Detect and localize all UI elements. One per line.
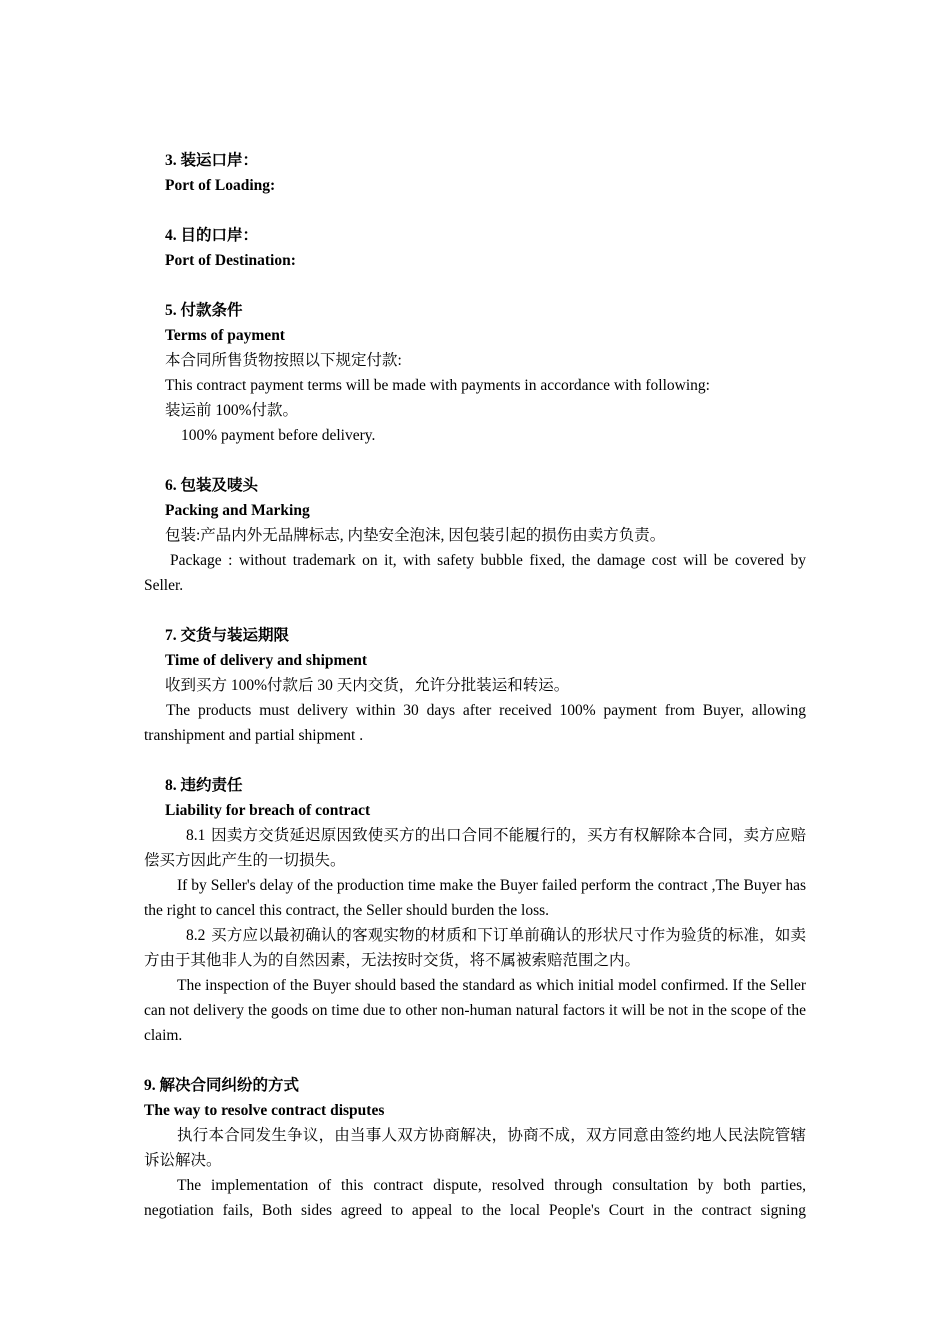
contract-page [144,148,806,1223]
clause-8-2-text-cn: 买方应以最初确认的客观实物的材质和下订单前确认的形状尺寸作为验货的标准，如卖方由于其他非人为的自然因素，无法按时交货，将不属被索赔范围之内。 [144,927,806,969]
section-4-title-en: Port of Destination: [165,252,296,269]
section-7-text-en: The products must delivery within 30 days after received 100% payment from Buyer, allowing transhipment and partial shipment . [144,702,806,744]
section-5-text-en: This contract payment terms will be made with payments in accordance with following: [165,377,710,394]
section-9-title-en: The way to resolve contract disputes [144,1102,385,1119]
clause-8-1-text-en: If by Seller's delay of the production time make the Buyer failed perform the contract ,The Buyer has the right to cancel this contract, the Seller should burden the loss. [144,877,806,919]
clause-8-1-number: 8.1 [186,827,206,844]
section-6-text-cn: 包装:产品内外无品牌标志, 内垫安全泡沫, 因包装引起的损伤由卖方负责。 [165,527,666,544]
section-9-text-cn: 执行本合同发生争议，由当事人双方协商解决，协商不成，双方同意由签约地人民法院管辖诉讼解决。 [144,1127,806,1169]
clause-8-1-cn [144,823,806,873]
section-8-title-en: Liability for breach of contract [165,802,371,819]
section-7-title-cn: 7. 交货与装运期限 [165,627,290,644]
section-6-text-en: Package : without trademark on it, with safety bubble fixed, the damage cost will be covered by Seller. [144,552,806,594]
section-3-title-cn: 3. 装运口岸： [165,152,259,169]
clause-8-2-cn [144,923,806,973]
section-5-text-cn: 本合同所售货物按照以下规定付款: [165,352,402,369]
clause-8-1-text-cn: 因卖方交货延迟原因致使买方的出口合同不能履行的，买方有权解除本合同，卖方应赔偿买方因此产生的一切损失。 [144,827,806,869]
section-3-title-en: Port of Loading: [165,177,276,194]
section-6-title-en: Packing and Marking [165,502,310,519]
section-5-text-en-2: 100% payment before delivery. [181,427,376,444]
section-7-title-en: Time of delivery and shipment [165,652,368,669]
section-5-text-cn-2: 装运前 100%付款。 [165,402,299,419]
section-6-title-cn: 6. 包装及唛头 [165,477,259,494]
section-9-title-cn: 9. 解决合同纠纷的方式 [144,1077,300,1094]
clause-8-2-number: 8.2 [186,927,206,944]
section-8-title-cn: 8. 违约责任 [165,777,243,794]
clause-8-2-text-en: The inspection of the Buyer should based the standard as which initial model confirmed. If the Seller can not delivery the goods on time due to other non-human natural factors it will be not in the scope of the claim. [144,977,806,1044]
section-4-title-cn: 4. 目的口岸： [165,227,259,244]
section-9-text-en: The implementation of this contract dispute, resolved through consultation by both parties, negotiation fails, Both sides agreed to appeal to the local People's Court in the contract signing [144,1177,806,1219]
section-7-text-cn: 收到买方 100%付款后 30 天内交货，允许分批装运和转运。 [165,677,570,694]
section-5-title-en: Terms of payment [165,327,285,344]
section-5-title-cn: 5. 付款条件 [165,302,243,319]
